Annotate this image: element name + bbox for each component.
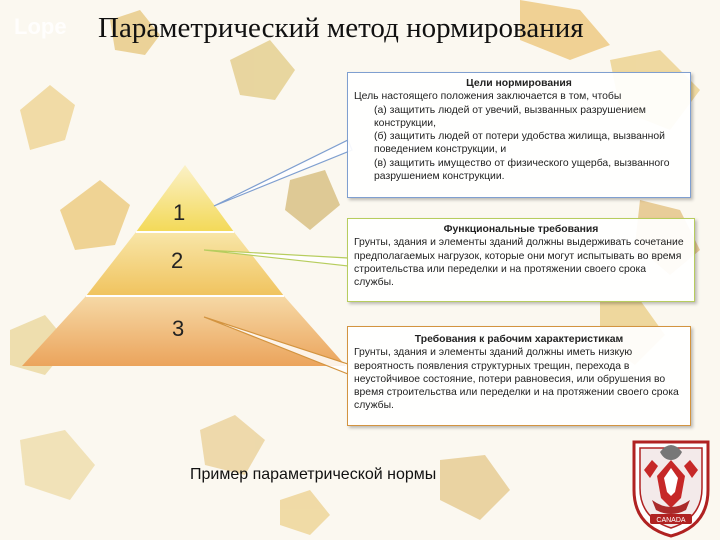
performance-requirements-text: Грунты, здания и элементы зданий должны иметь низкую вероятность появления структурных трещин, перехода в неустойчивое состояние, потери равновесия, или обрушения во время строительства или переделки и на протяжении своего срока службы. — [354, 347, 679, 412]
caption: Пример параметрической нормы — [190, 466, 437, 483]
performance-requirements-title: Требования к рабочим характеристикам — [414, 334, 624, 345]
goals-box — [347, 72, 691, 198]
page-title: Параметрический метод нормирования — [98, 12, 584, 44]
goals-box-text: Цель настоящего положения заключается в том, чтобы — [354, 91, 622, 103]
functional-requirements-box — [347, 218, 695, 302]
emblem-text: CANADA — [656, 517, 686, 524]
functional-requirements-text: Грунты, здания и элементы зданий должны выдерживать сочетание предполагаемых нагрузок, которые они могут испытывать во время строительства или переделки и на протяжении своего срока службы. — [354, 237, 684, 289]
pyramid-level-label: 2 — [171, 248, 184, 273]
goals-box-item: (б) защитить людей от потери удобства жилища, вызванной поведением конструкции, и — [374, 131, 665, 156]
pyramid-level-label: 1 — [173, 200, 186, 225]
functional-requirements-title: Функциональные требования — [443, 224, 599, 235]
goals-box-item: (а) защитить людей от увечий, вызванных разрушением конструкции, — [374, 104, 646, 129]
connector-1 — [214, 140, 352, 206]
pyramid-level-label: 3 — [172, 316, 185, 341]
pyramid-level-2 — [86, 232, 284, 296]
canada-emblem-logo — [626, 430, 716, 538]
corner-text: Lope — [14, 14, 67, 39]
goals-box-title: Цели нормирования — [466, 78, 572, 89]
performance-requirements-box — [347, 326, 691, 426]
goals-box-item: (в) защитить имущество от физического ущерба, вызванного разрушением конструкции. — [374, 157, 670, 183]
